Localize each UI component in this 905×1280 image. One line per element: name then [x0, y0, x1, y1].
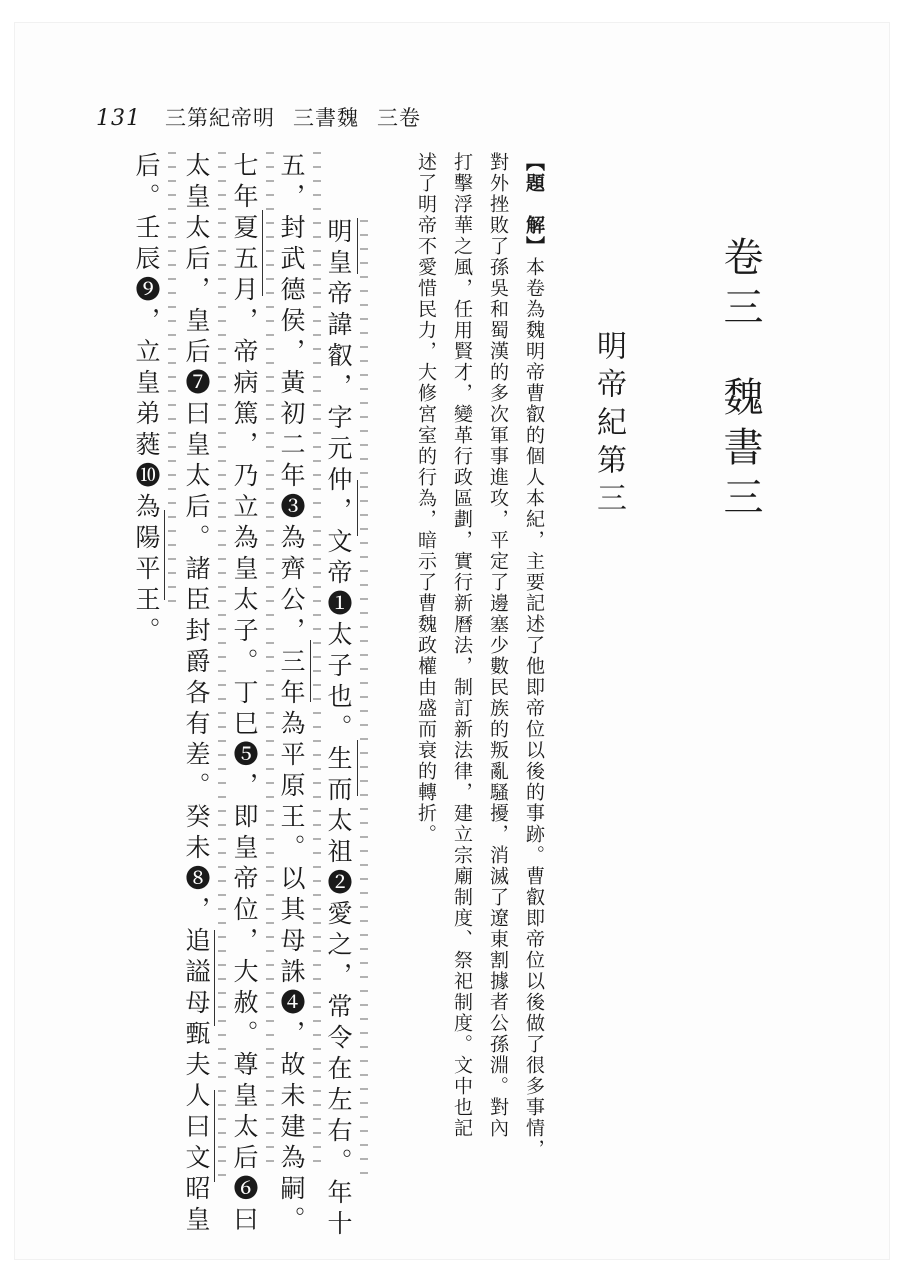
phonetic-marks-4 — [218, 152, 226, 1182]
intro-line-4: 述了明帝不愛惜民力，大修宮室的行為，暗示了曹魏政權由盛而衰的轉折。 — [415, 152, 437, 845]
intro-line-3: 打擊浮華之風，任用賢才，變革行政區劃，實行新曆法，制訂新法律，建立宗廟制度、祭祀制度。文中也記 — [451, 152, 473, 1139]
intro-line-1 — [524, 152, 543, 1160]
proper-noun-rule — [357, 740, 358, 796]
proper-noun-rule — [310, 640, 311, 702]
intro-label: 【題 解】 — [523, 152, 545, 257]
intro-text-1: 本卷為魏明帝曹叡的個人本紀，主要記述了他即帝位以後的事跡。曹叡即帝位以後做了很多事情， — [523, 257, 545, 1160]
body-line-1: 明皇帝諱叡，字元仲，文帝❶太子也。生而太祖❷愛之，常令在左右。年十 — [324, 218, 353, 1241]
header-chapter: 三第紀帝明 — [165, 106, 275, 130]
proper-noun-rule — [214, 1090, 215, 1182]
body-line-4: 太皇太后，皇后❼曰皇太后。諸臣封爵各有差。癸未❽，追謚母甄夫人曰文昭皇 — [182, 152, 211, 1237]
intro-line-2: 對外挫敗了孫吳和蜀漢的多次軍事進攻，平定了邊塞少數民族的叛亂騷擾，消滅了遼東割據者公孫淵。對內 — [487, 152, 509, 1139]
proper-noun-rule — [164, 510, 165, 600]
volume-title-part2: 魏書三 — [717, 376, 763, 526]
phonetic-marks-3 — [266, 152, 274, 1172]
chapter-title: 明帝紀第三 — [591, 330, 626, 520]
proper-noun-rule — [214, 930, 215, 1026]
phonetic-marks-1 — [360, 220, 368, 1180]
phonetic-marks-5 — [168, 152, 176, 612]
running-header — [96, 102, 421, 132]
body-line-5: 后。壬辰❾，立皇弟蕤❿為陽平王。 — [132, 152, 161, 648]
header-volume: 三卷 — [377, 106, 421, 130]
volume-title-part1: 卷三 — [717, 236, 763, 336]
header-book: 三書魏 — [293, 106, 359, 130]
body-line-2: 五，封武德侯，黃初二年❸為齊公，三年為平原王。以其母誅❹，故未建為嗣。 — [277, 152, 306, 1237]
volume-title — [712, 236, 769, 526]
phonetic-marks-2 — [313, 152, 321, 1172]
page-number: 131 — [96, 106, 141, 131]
proper-noun-rule — [357, 218, 358, 274]
body-line-3: 七年夏五月，帝病篤，乃立為皇太子。丁巳❺，即皇帝位，大赦。尊皇太后❻曰 — [230, 152, 259, 1237]
proper-noun-rule — [357, 480, 358, 536]
proper-noun-rule — [262, 210, 263, 296]
